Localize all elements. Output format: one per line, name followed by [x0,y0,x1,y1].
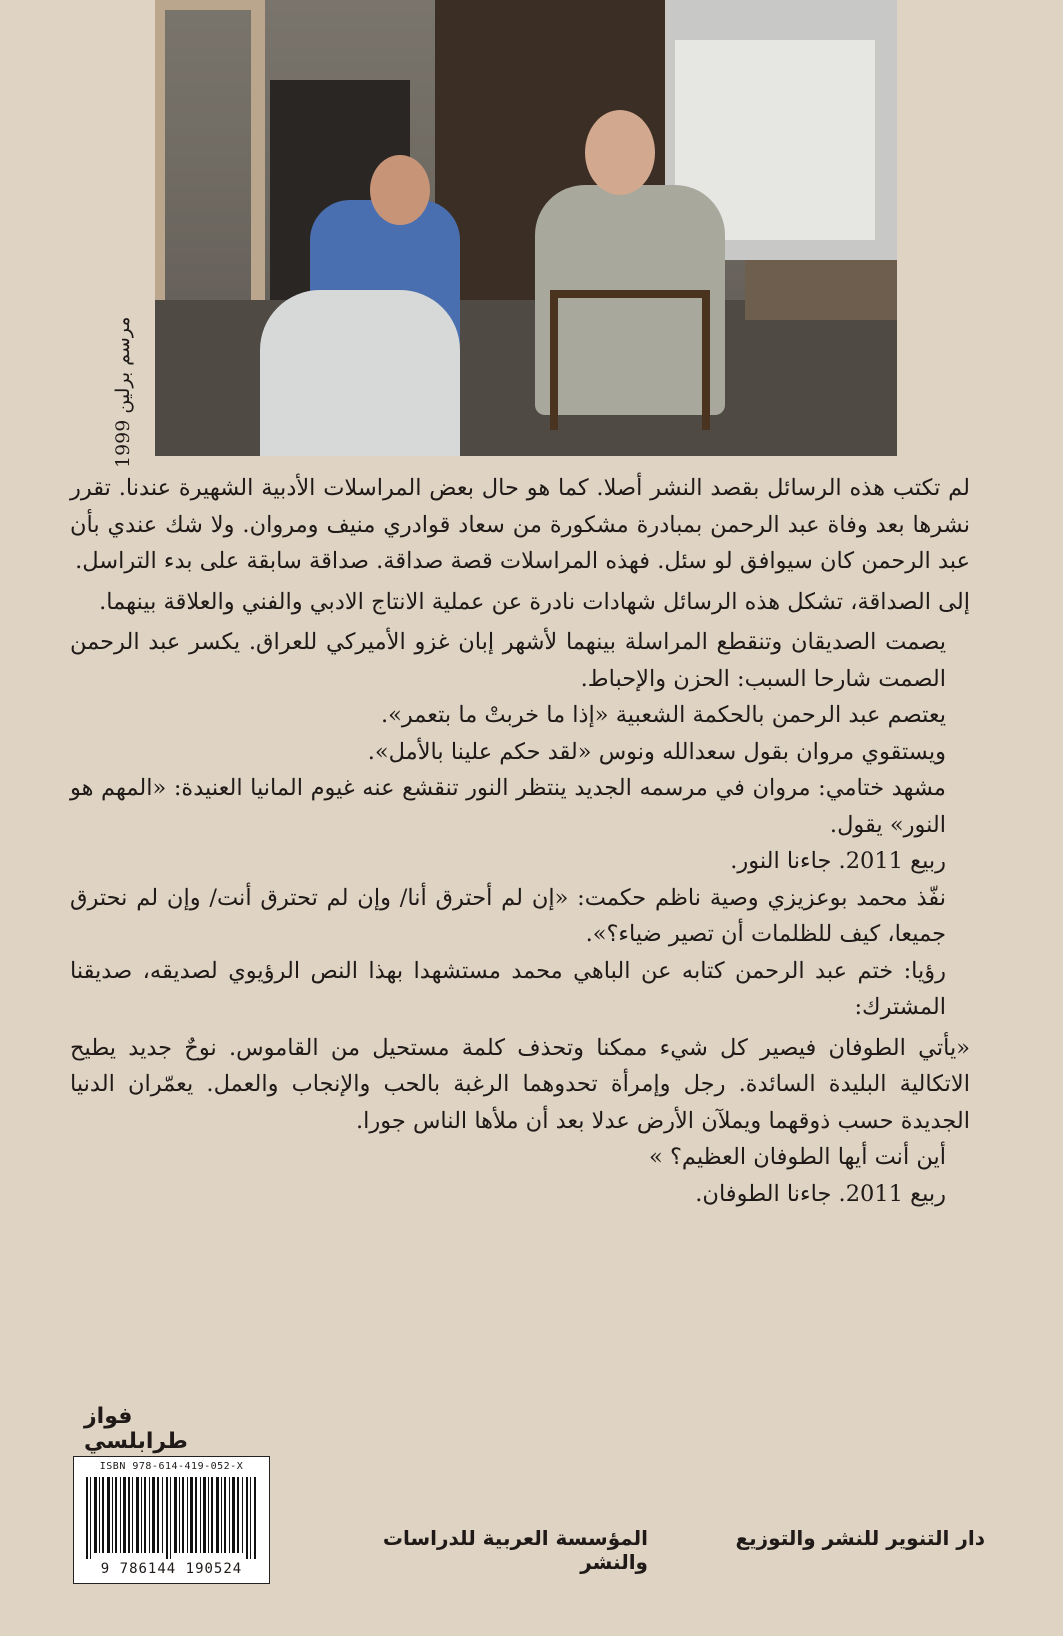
photo-man-grey-head [585,110,655,195]
publisher-dar-altanweer: دار التنوير للنشر والتوزيع [735,1526,985,1550]
photo-stretcher-frame [155,0,265,320]
photo-chair [550,290,710,430]
paragraph: إلى الصداقة، تشكل هذه الرسائل شهادات نادرة عن عملية الانتاج الادبي والفني والعلاقة بينهما. [99,588,970,615]
paragraph: مشهد ختامي: مروان في مرسمه الجديد ينتظر النور تنقشع عنه غيوم المانيا العنيدة: «المهم هو النور» يقول. [70,775,946,838]
paragraph: لم تكتب هذه الرسائل بقصد النشر أصلا. كما هو حال بعض المراسلات الأدبية الشهيرة عندنا. تقرر نشرها بعد وفاة عبد الرحمن بمبادرة مشكورة من سعاد قوادري منيف ومروان. ولا شك عندي بأن عبد الرحمن كان سيوافق لو سئل. فهذه المراسلات قصة صداقة. صداقة سابقة على بدء التراسل. [70,475,970,574]
cover-photo [155,0,897,456]
paragraph: رؤيا: ختم عبد الرحمن كتابه عن الباهي محمد مستشهدا بهذا النص الرؤيوي لصديقه، صديقنا المشترك: [70,957,946,1020]
paragraph: يصمت الصديقان وتنقطع المراسلة بينهما لأشهر إبان غزو الأميركي للعراق. يكسر عبد الرحمن الصمت شارحا السبب: الحزن والإحباط. [70,629,946,692]
isbn-label: ISBN 978-614-419-052-X [99,1461,244,1472]
photo-man-blue-head [370,155,430,225]
paragraph: نفّذ محمد بوعزيزي وصية ناظم حكمت: «إن لم أحترق أنا/ وإن لم تحترق أنت/ وإن لم نحترق جميعا، كيف للظلمات أن تصير ضياء؟». [70,884,946,947]
barcode-digits: 9 786144 190524 [100,1561,243,1577]
paragraph: «يأتي الطوفان فيصير كل شيء ممكنا وتحذف كلمة مستحيل من القاموس. نوحٌ جديد يطيح الاتكالية البليدة السائدة. رجل وإمرأة تحدوهما الرغبة بالحب والإنجاب والعمل. يعمّران الدنيا الجديدة حسب ذوقهما ويملآن الأرض عدلا بعد أن ملأها الناس جورا. [70,1034,970,1134]
photo-white-coat [260,290,460,456]
back-cover-text [70,470,970,1212]
isbn-barcode [73,1456,270,1584]
paragraph: ربيع 2011. جاءنا النور. [730,848,946,874]
author-signature: فواز طرابلسي [84,1404,188,1454]
paragraph: أين أنت أيها الطوفان العظيم؟ » [649,1144,946,1170]
paragraph: ربيع 2011. جاءنا الطوفان. [695,1180,946,1207]
photo-caption: مرسم برلين 1999 [112,316,134,468]
paragraph: يعتصم عبد الرحمن بالحكمة الشعبية «إذا ما خربتْ ما بتعمر». [380,702,946,728]
publisher-arab-institution: المؤسسة العربية للدراسات والنشر [382,1526,648,1574]
paragraph: ويستقوي مروان بقول سعدالله ونوس «لقد حكم علينا بالأمل». [367,738,946,765]
photo-table [745,260,897,320]
barcode-bars [84,1477,259,1559]
